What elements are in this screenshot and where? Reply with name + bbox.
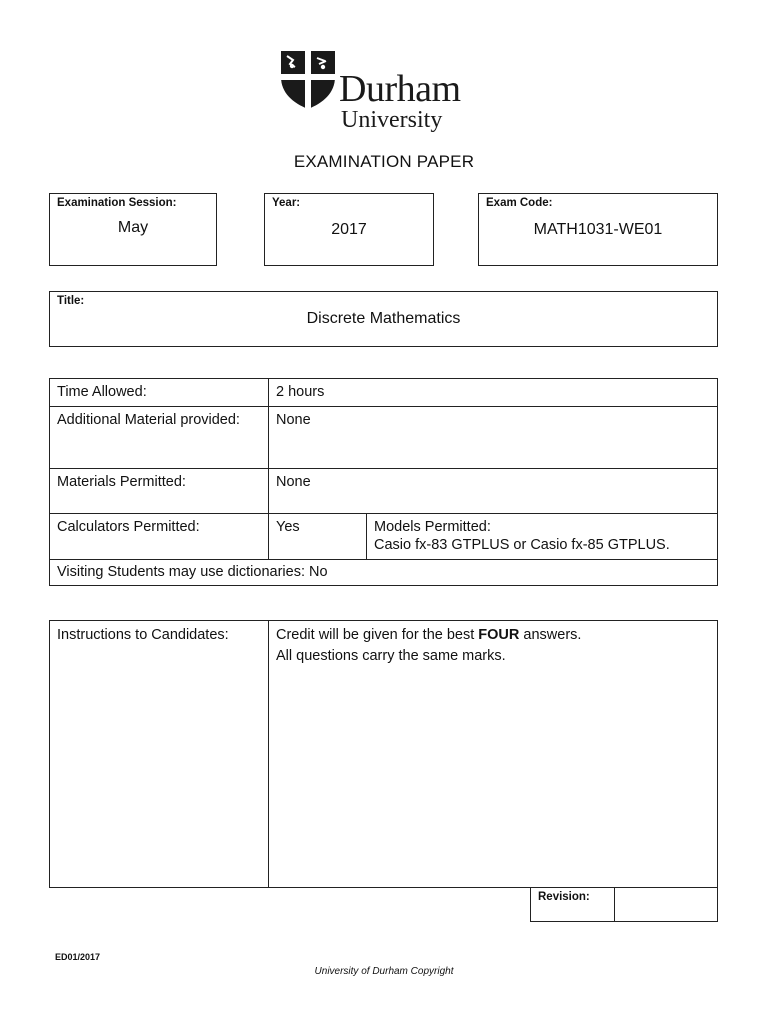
models-permitted-cell	[367, 514, 718, 560]
page-heading: EXAMINATION PAPER	[293, 152, 475, 171]
exam-code-box	[478, 193, 718, 266]
durham-shield-logo	[281, 51, 335, 109]
logo-wordmark-university: University	[341, 107, 443, 133]
year-box	[264, 193, 434, 266]
exam-code-label: Exam Code:	[486, 197, 553, 209]
time-allowed-value: 2 hours	[269, 379, 718, 407]
year-label: Year:	[272, 197, 301, 209]
logo-wordmark-durham: Durham	[339, 68, 461, 110]
year-value: 2017	[331, 221, 367, 238]
title-value: Discrete Mathematics	[306, 310, 461, 327]
dictionaries-note: Visiting Students may use dictionaries: No	[50, 560, 718, 586]
instructions-line-1-emphasis: FOUR	[478, 627, 520, 643]
instructions-line-1-end: answers.	[519, 627, 582, 643]
additional-material-label: Additional Material provided:	[50, 407, 269, 469]
instructions-line-1	[276, 625, 710, 646]
exam-session-value: May	[117, 219, 149, 236]
calculators-permitted-label: Calculators Permitted:	[50, 514, 269, 560]
instructions-content	[269, 621, 718, 888]
models-permitted-label: Models Permitted:	[374, 519, 491, 535]
revision-label-box	[530, 887, 615, 922]
instructions-label: Instructions to Candidates:	[50, 621, 269, 888]
title-label: Title:	[57, 295, 85, 307]
materials-permitted-value: None	[269, 469, 718, 514]
exam-code-value: MATH1031-WE01	[533, 221, 663, 238]
title-box	[49, 291, 718, 347]
models-permitted-value: Casio fx-83 GTPLUS or Casio fx-85 GTPLUS.	[374, 537, 670, 553]
instructions-table	[49, 620, 718, 888]
footer-form-code: ED01/2017	[55, 952, 101, 962]
instructions-line-1-start: Credit will be given for the best	[276, 627, 479, 643]
materials-permitted-label: Materials Permitted:	[50, 469, 269, 514]
revision-value-box	[614, 887, 718, 922]
footer-copyright: University of Durham Copyright	[314, 966, 454, 977]
exam-session-box	[49, 193, 217, 266]
exam-details-table	[49, 378, 718, 586]
additional-material-value: None	[269, 407, 718, 469]
calculators-permitted-value: Yes	[269, 514, 367, 560]
revision-label: Revision:	[538, 891, 590, 903]
instructions-line-2: All questions carry the same marks.	[276, 648, 506, 664]
exam-session-label: Examination Session:	[57, 197, 177, 209]
time-allowed-label: Time Allowed:	[50, 379, 269, 407]
